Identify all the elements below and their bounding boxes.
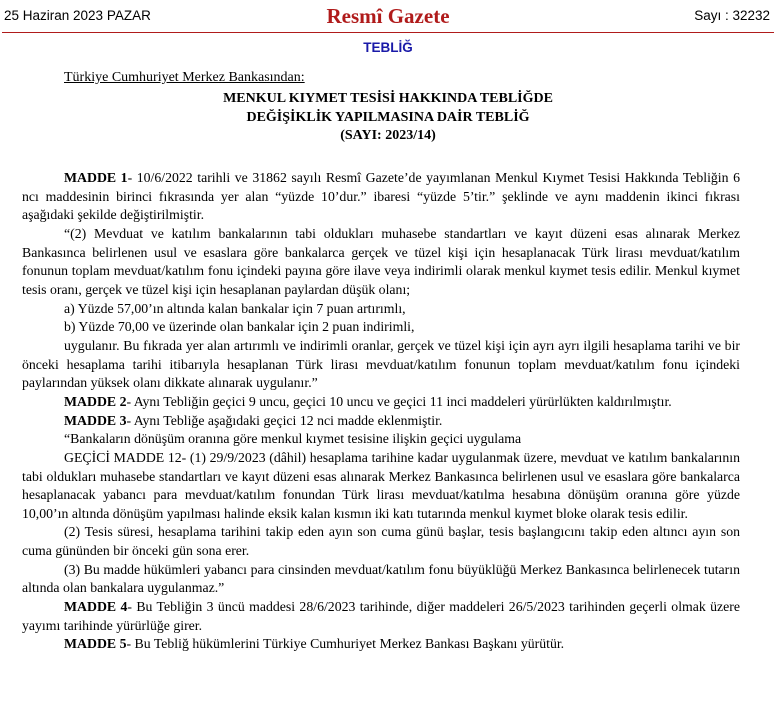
paragraph-text: (3) Bu madde hükümleri yabancı para cinsinden mevduat/katılım fonu büyüklüğü Merkez Bankasınca belirlenecek tutarın altında olan bankalara uygulanmaz.” [22, 561, 740, 596]
paragraph-text: “Bankaların dönüşüm oranına göre menkul kıymet tesisine ilişkin geçici uygulama [64, 431, 522, 447]
article-label: MADDE 3 [64, 412, 127, 428]
paragraph [22, 337, 740, 393]
document-body [22, 169, 740, 654]
article-text: - Bu Tebliğ hükümlerini Türkiye Cumhuriyet Merkez Bankası Başkanı yürütür. [126, 636, 565, 652]
article-3 [22, 412, 740, 431]
title-line: MENKUL KIYMET TESİSİ HAKKINDA TEBLİĞDE [223, 91, 553, 106]
article-label: MADDE 5 [64, 636, 127, 652]
issue-number: Sayı : 32232 [694, 8, 770, 23]
title-line: DEĞİŞİKLİK YAPILMASINA DAİR TEBLİĞ [246, 109, 530, 125]
article-4 [22, 598, 740, 635]
issuing-institution: Türkiye Cumhuriyet Merkez Bankasından: [64, 70, 305, 85]
list-item-text: a) Yüzde 57,00’ın altında kalan bankalar için 7 puan artırımlı, [64, 300, 406, 316]
issue-date: 25 Haziran 2023 PAZAR [4, 8, 151, 23]
paragraph [22, 225, 740, 300]
provisional-heading [22, 430, 740, 449]
title-number: (SAYI: 2023/14) [340, 128, 436, 144]
paragraph-text: (2) Tesis süresi, hesaplama tarihini takip eden ayın son cuma günü başlar, tesis başlangıcını takip eden altıncı ayın son cuma gününden bir önceki gün sona erer. [22, 524, 740, 559]
article-2 [22, 393, 740, 412]
gazette-title: Resmî Gazete [326, 4, 450, 28]
list-item [22, 300, 740, 319]
article-label: MADDE 1 [64, 170, 128, 185]
paragraph-text: GEÇİCİ MADDE 12- (1) 29/9/2023 (dâhil) hesaplama tarihine kadar uygulanmak üzere, mevduat ve katılım bankalarının tabi oldukları muhasebe standartları ve kayıt düzeni esas alınarak Merkez Bankasınca belirlenen usul ve esaslara göre bankalarca hesaplanacak yabancı para mevduat/katılım fonundan Türk lirası mevduat/katılma hesabına dönüşüm oranına göre yüzde 10,00’ın altında dönüşüm yapılması halinde eksik kalan kısmın iki katı tutarında menkul kıymet bloke olarak tesis edilir. [22, 449, 740, 521]
article-label: MADDE 2 [64, 393, 127, 409]
paragraph-text: “(2) Mevduat ve katılım bankalarının tabi oldukları muhasebe standartları ve kayıt düzeni esas alınarak Merkez Bankasınca belirlenen usul ve esaslara göre bankalarca gerçek ve tüzel kişi için hesaplanacak Türk lirası mevduat/katılım fonunun toplam mevduat/katılım fonu içindeki payına göre ilave veya indirimli olarak menkul kıymet tesis edilir. Menkul kıymet tesis oranı, gerçek ve tüzel kişi için hesaplanan paylardan düşük olanı; [22, 225, 740, 297]
header-divider [2, 32, 774, 33]
article-text: - Aynı Tebliğin geçici 9 uncu, geçici 10 uncu ve geçici 11 inci maddeleri yürürlükten kaldırılmıştır. [126, 393, 672, 409]
article-5 [22, 635, 740, 654]
gazette-header [0, 0, 776, 34]
article-1 [22, 169, 740, 225]
paragraph [22, 561, 740, 598]
list-item-text: b) Yüzde 70,00 ve üzerinde olan bankalar için 2 puan indirimli, [64, 319, 415, 335]
provisional-article-12 [22, 449, 740, 524]
communique-title [0, 90, 776, 146]
paragraph [22, 523, 740, 560]
article-text: - Bu Tebliğin 3 üncü maddesi 28/6/2023 tarihinde, diğer maddeleri 26/5/2023 tarihinden geçerli olmak üzere yayımı tarihinde yürürlüğe girer. [22, 599, 740, 633]
paragraph-text: uygulanır. Bu fıkrada yer alan artırımlı ve indirimli oranlar, gerçek ve tüzel kişi için ayrı ayrı ilgili hesaplama tarihi ve bir önceki hesaplama tarihi itibarıyla hesaplanan Türk lirası mevduat/katılım fonunun toplam mevduat/katılım fonu içindeki paylarından yüksek olanı dikkate alınarak uygulanır.” [22, 337, 740, 391]
article-text: - 10/6/2022 tarihli ve 31862 sayılı Resmî Gazete’de yayımlanan Menkul Kıymet Tesisi Hakkında Tebliğin 6 ncı maddesinin birinci fıkrasında yer alan “yüzde 10’dur.” ibaresi “yüzde 5’tir.” şeklinde ve aynı maddenin ikinci fıkrası aşağıdaki şekilde değiştirilmiştir. [22, 170, 740, 223]
section-heading: TEBLİĞ [363, 40, 413, 55]
article-text: - Aynı Tebliğe aşağıdaki geçici 12 nci madde eklenmiştir. [126, 412, 443, 428]
list-item [22, 318, 740, 337]
article-label: MADDE 4 [64, 599, 128, 615]
